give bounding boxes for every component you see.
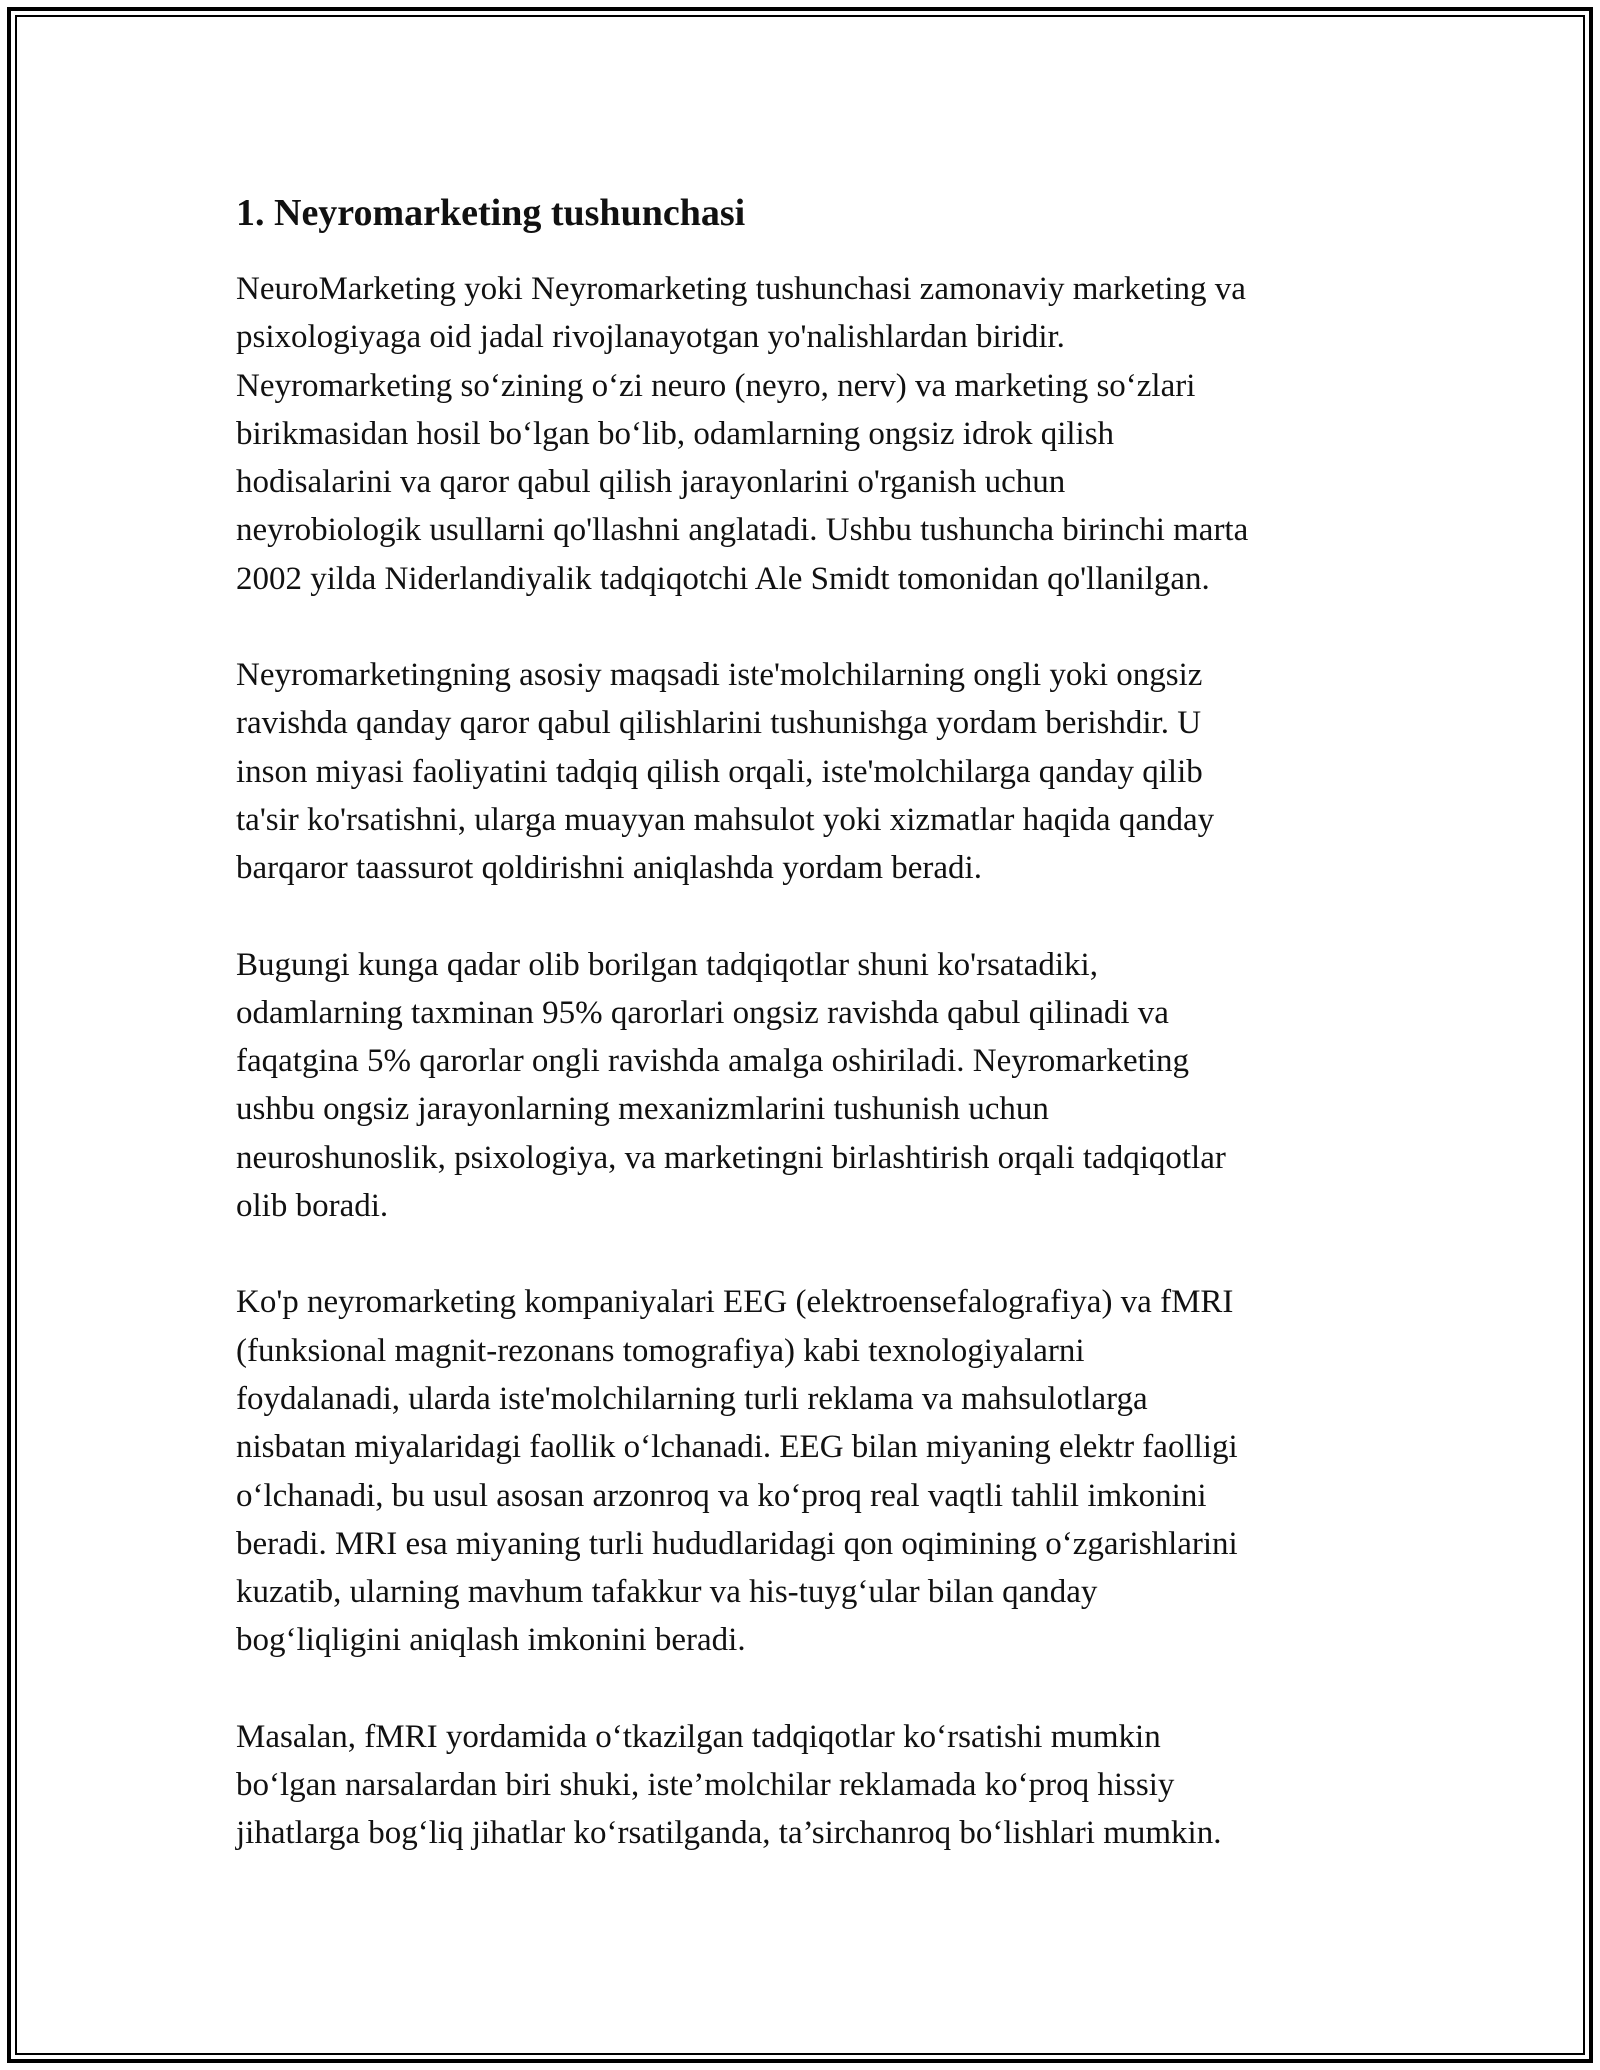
paragraph-purpose: Neyromarketingning asosiy maqsadi iste'molchilarning ongli yoki ongsiz ravishda qanday qaror qabul qilishlarini tushunishga yordam berishdir. U inson miyasi faoliyatini tadqiq qilish orqali, iste'molchilarga qanday qilib ta'sir ko'rsatishni, ularga muayyan mahsulot yoki xizmatlar haqida qanday barqaror taassurot qoldirishni aniqlashda yordam beradi. <box>236 657 1215 887</box>
paragraph-example: Masalan, fMRI yordamida o‘tkazilgan tadqiqotlar ko‘rsatishi mumkin bo‘lgan narsalardan biri shuki, iste’molchilar reklamada ko‘proq hissiy jihatlarga bog‘liq jihatlar ko‘rsatilganda, ta’sirchanroq bo‘lishlari mumkin. <box>236 1718 1222 1852</box>
section-heading: 1. Neyromarketing tushunchasi <box>236 192 746 234</box>
paragraph-definition: NeuroMarketing yoki Neyromarketing tushunchasi zamonaviy marketing va psixologiyaga oid jadal rivojlanayotgan yo'nalishlardan biridir. Neyromarketing so‘zining o‘zi neuro (neyro, nerv) va marketing so‘zlari birikmasidan hosil bo‘lgan bo‘lib, odamlarning ongsiz idrok qilish hodisalarini va qaror qabul qilish jarayonlarini o'rganish uchun neyrobiologik usullarni qo'llashni anglatadi. Ushbu tushuncha birinchi marta 2002 yilda Niderlandiyalik tadqiqotchi Ale Smidt tomonidan qo'llanilgan. <box>236 271 1249 597</box>
paragraph-research: Bugungi kunga qadar olib borilgan tadqiqotlar shuni ko'rsatadiki, odamlarning taxminan 95% qarorlari ongsiz ravishda qabul qilinadi va faqatgina 5% qarorlar ongli ravishda amalga oshiriladi. Neyromarketing ushbu ongsiz jarayonlarning mexanizmlarini tushunish uchun neuroshunoslik, psixologiya, va marketingni birlashtirish orqali tadqiqotlar olib boradi. <box>236 946 1226 1225</box>
document-body <box>236 188 1366 1906</box>
paragraph-technologies: Ko'p neyromarketing kompaniyalari EEG (elektroensefalografiya) va fMRI (funksional magnit-rezonans tomografiya) kabi texnologiyalarni foydalanadi, ularda iste'molchilarning turli reklama va mahsulotlarga nisbatan miyalaridagi faollik o‘lchanadi. EEG bilan miyaning elektr faolligi o‘lchanadi, bu usul asosan arzonroq va ko‘proq real vaqtli tahlil imkonini beradi. MRI esa miyaning turli hududlaridagi qon oqimining o‘zgarishlarini kuzatib, ularning mavhum tafakkur va his-tuyg‘ular bilan qanday bog‘liqligini aniqlash imkonini beradi. <box>236 1284 1238 1659</box>
